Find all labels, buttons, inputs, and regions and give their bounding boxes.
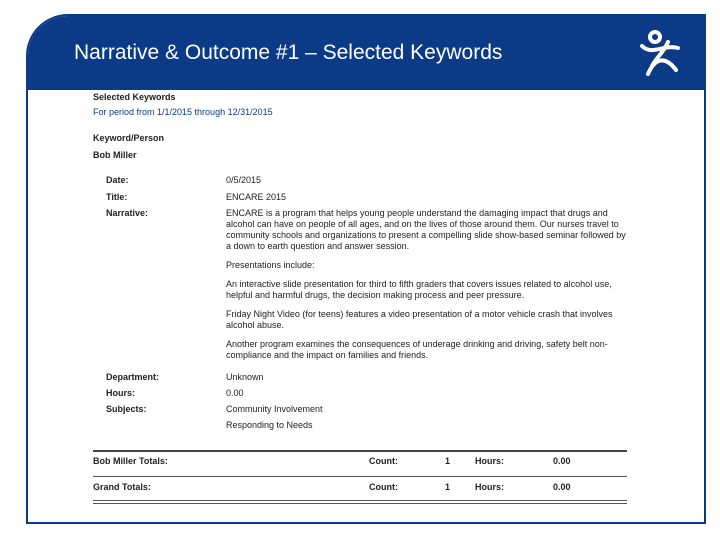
- title-label: Title:: [106, 192, 128, 202]
- totals-divider: [93, 450, 627, 452]
- report-period: For period from 1/1/2015 through 12/31/2015: [93, 107, 273, 117]
- title-value: ENCARE 2015: [226, 192, 287, 202]
- totals-divider: [93, 500, 627, 501]
- totals-label: Grand Totals:: [93, 482, 151, 492]
- totals-divider: [93, 503, 627, 504]
- narrative-text: [226, 208, 626, 361]
- count-value: 1: [445, 482, 451, 492]
- slide-frame: [26, 14, 706, 524]
- department-label: Department:: [106, 372, 160, 382]
- abstract-figure-logo-icon: [638, 30, 682, 78]
- hours-total-label: Hours:: [475, 482, 504, 492]
- narrative-label: Narrative:: [106, 208, 149, 218]
- slide-title: Narrative & Outcome #1 – Selected Keywords: [74, 41, 503, 64]
- subjects-label: Subjects:: [106, 404, 147, 414]
- subject-item: Responding to Needs: [226, 420, 313, 430]
- hours-total-value: 0.00: [553, 456, 571, 466]
- narrative-paragraph: ENCARE is a program that helps young people understand the damaging impact that drugs and alcohol can have on people of all ages, and on the lives of those around them. Our nurses travel to community schools and organizations to present a compelling slide show-based seminar followed by a down to earth question and answer session.: [226, 208, 626, 251]
- count-label: Count:: [369, 482, 398, 492]
- report-heading: Selected Keywords: [93, 92, 176, 102]
- title-banner: [28, 16, 704, 90]
- person-name: Bob Miller: [93, 150, 137, 160]
- date-label: Date:: [106, 175, 129, 185]
- keyword-person-header: Keyword/Person: [93, 133, 165, 143]
- narrative-paragraph: Another program examines the consequences of underage drinking and driving, safety belt non-compliance and the impact on families and friends.: [226, 339, 608, 360]
- date-value: 0/5/2015: [226, 175, 262, 185]
- hours-label: Hours:: [106, 388, 135, 398]
- hours-total-value: 0.00: [553, 482, 571, 492]
- department-value: Unknown: [226, 372, 264, 382]
- narrative-paragraph: Friday Night Video (for teens) features a video presentation of a motor vehicle crash that involves alcohol abuse.: [226, 309, 613, 330]
- narrative-paragraph: Presentations include:: [226, 260, 315, 270]
- hours-total-label: Hours:: [475, 456, 504, 466]
- narrative-paragraph: An interactive slide presentation for third to fifth graders that covers issues related to alcohol use, helpful and harmful drugs, the decision making process and peer pressure.: [226, 279, 612, 300]
- count-value: 1: [445, 456, 451, 466]
- subject-item: Community Involvement: [226, 404, 323, 414]
- count-label: Count:: [369, 456, 398, 466]
- hours-value: 0.00: [226, 388, 244, 398]
- totals-label: Bob Miller Totals:: [93, 456, 168, 466]
- totals-divider: [93, 476, 627, 477]
